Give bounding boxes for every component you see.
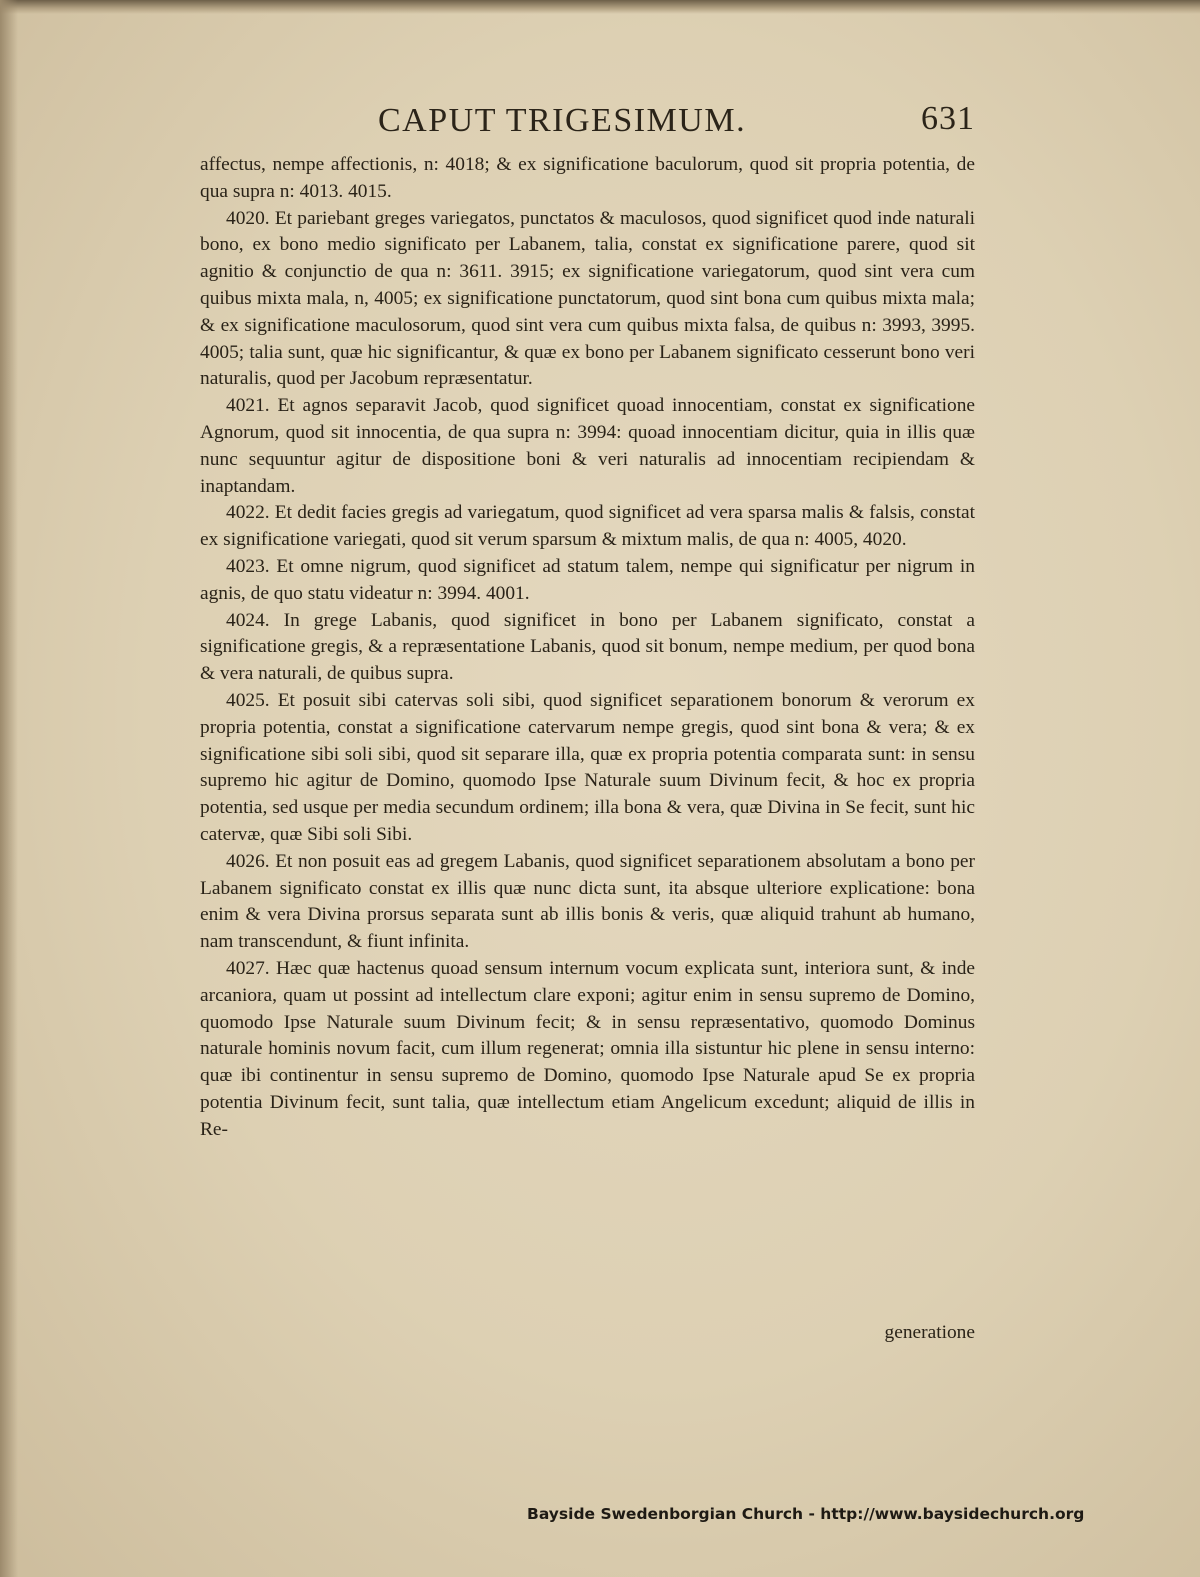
body-text — [200, 152, 975, 1143]
running-title: CAPUT TRIGESIMUM. — [378, 102, 747, 139]
paragraph-4026: 4026. Et non posuit eas ad gregem Labanis, quod significet separationem absolutam a bono per Labanem significato constat ex illis quæ nunc dicta sunt, ita absque ulteriore explicatione: bona enim & vera Divina prorsus separata sunt ab illis bonis & veris, quæ aliquid trahunt ab humano, nam transcendunt, & fiunt infinita. — [200, 850, 975, 953]
paragraph-continuation: affectus, nempe affectionis, n: 4018; & ex significatione baculorum, quod sit propria potentia, de qua supra n: 4013. 4015. — [200, 154, 975, 202]
footer-watermark: Bayside Swedenborgian Church - http://www.baysidechurch.org — [527, 1505, 1085, 1523]
paragraph-4021: 4021. Et agnos separavit Jacob, quod significet quoad innocentiam, constat ex significatione Agnorum, quod sit innocentia, de qua supra n: 3994: quoad innocentiam dicitur, quia in illis quæ nunc sequuntur agitur de dispositione boni & veri naturalis ad innocentiam recipiendam & inaptandam. — [200, 395, 975, 497]
paragraph-4020: 4020. Et pariebant greges variegatos, punctatos & maculosos, quod significet quod inde naturali bono, ex bono medio significato per Labanem, talia, constat ex significatione parere, quod sit agnitio & conjunctio de qua n: 3611. 3915; ex significatione variegatorum, quod sint vera cum quibus mixta mala, n, 4005; ex significatione punctatorum, quod sint bona cum quibus mixta mala; & ex significatione maculosorum, quod sint vera cum quibus mixta falsa, de quibus n: 3993, 3995. 4005; talia sunt, quæ hic significantur, & quæ ex bono per Labanem significato cesserunt bono veri naturalis, quod per Jacobum repræsentatur. — [200, 207, 975, 390]
paragraph-4022: 4022. Et dedit facies gregis ad variegatum, quod significet ad vera sparsa malis & falsis, constat ex significatione variegati, quod sit verum sparsum & mixtum malis, de qua n: 4005, 4020. — [200, 502, 975, 551]
paragraph-4025: 4025. Et posuit sibi catervas soli sibi, quod significet separationem bonorum & verorum ex propria potentia, constat a significatione catervarum nempe gregis, quod sint bona & vera; & ex significatione sibi soli sibi, quod sit separare illa, quæ ex propria potentia comparata sunt: in sensu supremo hic agitur de Domino, quomodo Ipse Naturale suum Divinum fecit, & hoc ex propria potentia, sed usque per media secundum ordinem; illa bona & vera, quæ Divina in Se fecit, sunt hic catervæ, quæ Sibi soli Sibi. — [200, 689, 975, 845]
page-header — [200, 98, 975, 148]
page-top-shadow — [0, 0, 1200, 14]
page-number: 631 — [921, 100, 975, 137]
catchword: generatione — [884, 1322, 975, 1343]
paragraph-4024: 4024. In grege Labanis, quod significet in bono per Labanem significato, constat a significatione gregis, & a repræsentatione Labanis, quod sit bonum, nempe medium, per quod bona & vera naturali, de quibus supra. — [200, 609, 975, 685]
paragraph-4027: 4027. Hæc quæ hactenus quoad sensum internum vocum explicata sunt, interiora sunt, & inde arcaniora, quam ut possint ad intellectum clare exponi; agitur enim in sensu supremo de Domino, quomodo Ipse Naturale suum Divinum fecit; & in sensu repræsentativo, quomodo Dominus naturale hominis novum facit, cum illum regenerat; omnia illa sistuntur hic plene in sensu interno: quæ ibi continentur in sensu supremo de Domino, quomodo Ipse Naturale apud Se ex propria potentia Divinum fecit, sunt talia, quæ intellectum etiam Angelicum excedunt; aliquid de illis in Re- — [200, 957, 975, 1140]
page-left-shadow — [0, 0, 18, 1577]
paragraph-4023: 4023. Et omne nigrum, quod significet ad statum talem, nempe qui significatur per nigrum in agnis, de quo statu videatur n: 3994. 4001. — [200, 555, 975, 604]
